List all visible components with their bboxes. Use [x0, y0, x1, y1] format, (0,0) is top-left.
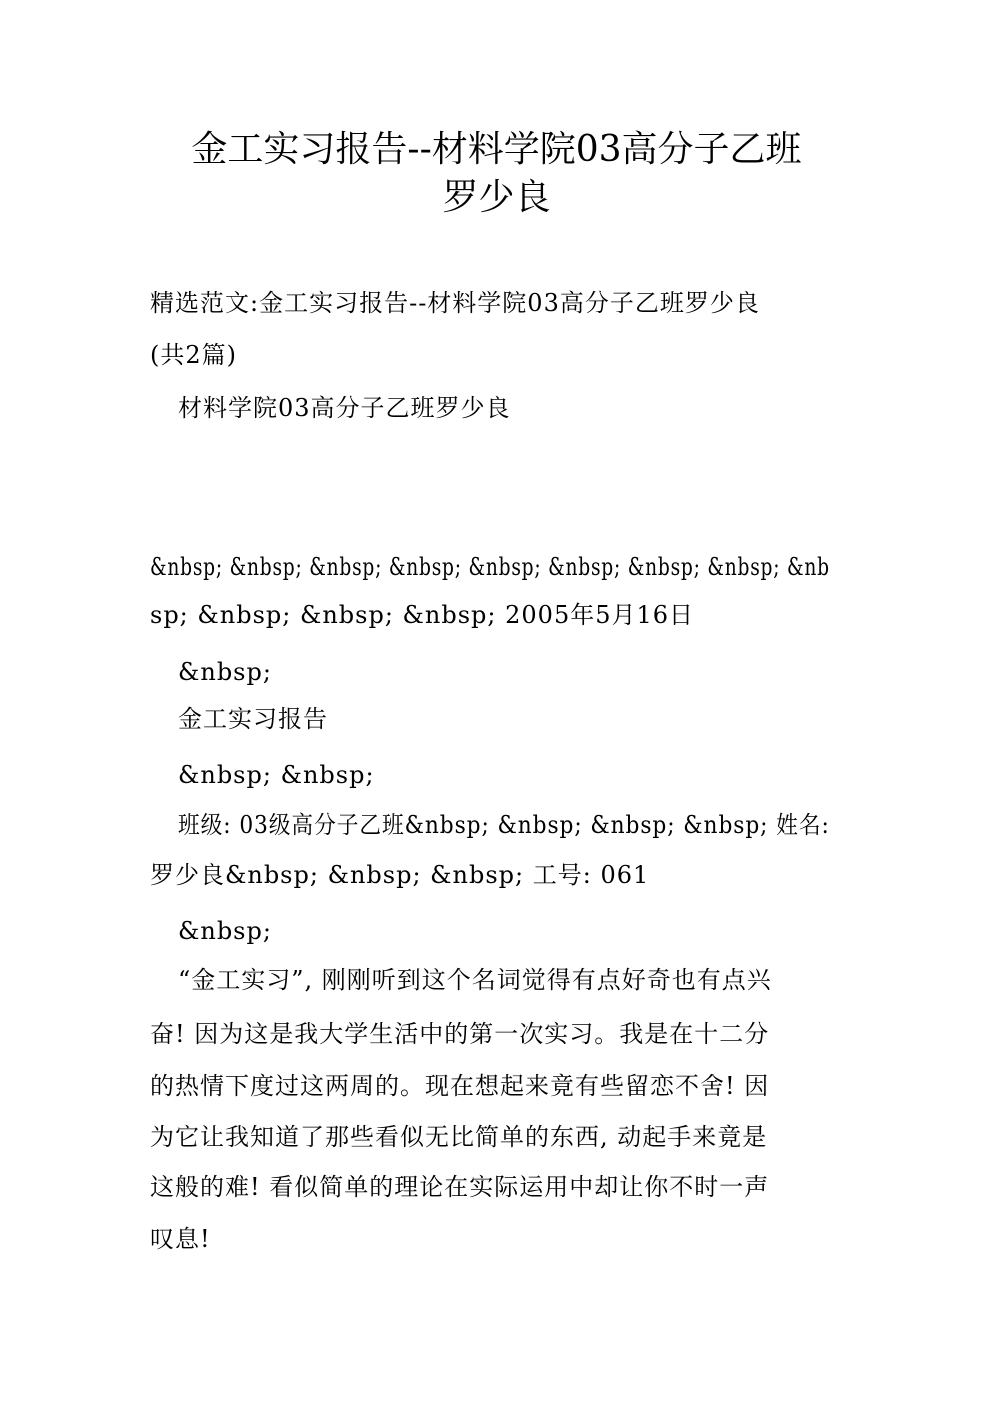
document-title-line-2: 罗少良	[442, 177, 551, 218]
name-id-line: 罗少良&nbsp; &nbsp; &nbsp; 工号: 061	[150, 861, 650, 889]
class-name-line: 班级: 03级高分子乙班&nbsp; &nbsp; &nbsp; &nbsp; 姓名:	[178, 811, 830, 839]
author-line: 材料学院03高分子乙班罗少良	[178, 394, 511, 422]
nbsp-line: &nbsp;	[178, 917, 272, 945]
document-title-line-1: 金工实习报告--材料学院03高分子乙班	[191, 129, 802, 170]
date-line: sp; &nbsp; &nbsp; &nbsp; 2005年5月16日	[150, 601, 695, 629]
paragraph-line: 为它让我知道了那些看似无比简单的东西, 动起手来竟是	[150, 1123, 768, 1151]
paragraph-line: 的热情下度过这两周的。现在想起来竟有些留恋不舍! 因	[150, 1072, 770, 1100]
paragraph-line: 这般的难! 看似简单的理论在实际运用中却让你不时一声	[150, 1173, 770, 1201]
paragraph-line: 奋! 因为这是我大学生活中的第一次实习。我是在十二分	[150, 1020, 770, 1048]
nbsp-line: &nbsp; &nbsp;	[178, 761, 375, 789]
paragraph-line: 叹息!	[150, 1225, 211, 1253]
nbsp-line: &nbsp;	[178, 658, 272, 686]
excerpt-heading-line: 精选范文:金工实习报告--材料学院03高分子乙班罗少良	[150, 289, 760, 317]
report-heading: 金工实习报告	[178, 705, 328, 733]
paragraph-line: “金工实习”, 刚刚听到这个名词觉得有点好奇也有点兴	[178, 966, 772, 994]
nbsp-line: &nbsp; &nbsp; &nbsp; &nbsp; &nbsp; &nbsp; &nbsp; &nbsp; &nb	[150, 553, 830, 581]
excerpt-count-line: (共2篇)	[150, 341, 237, 369]
